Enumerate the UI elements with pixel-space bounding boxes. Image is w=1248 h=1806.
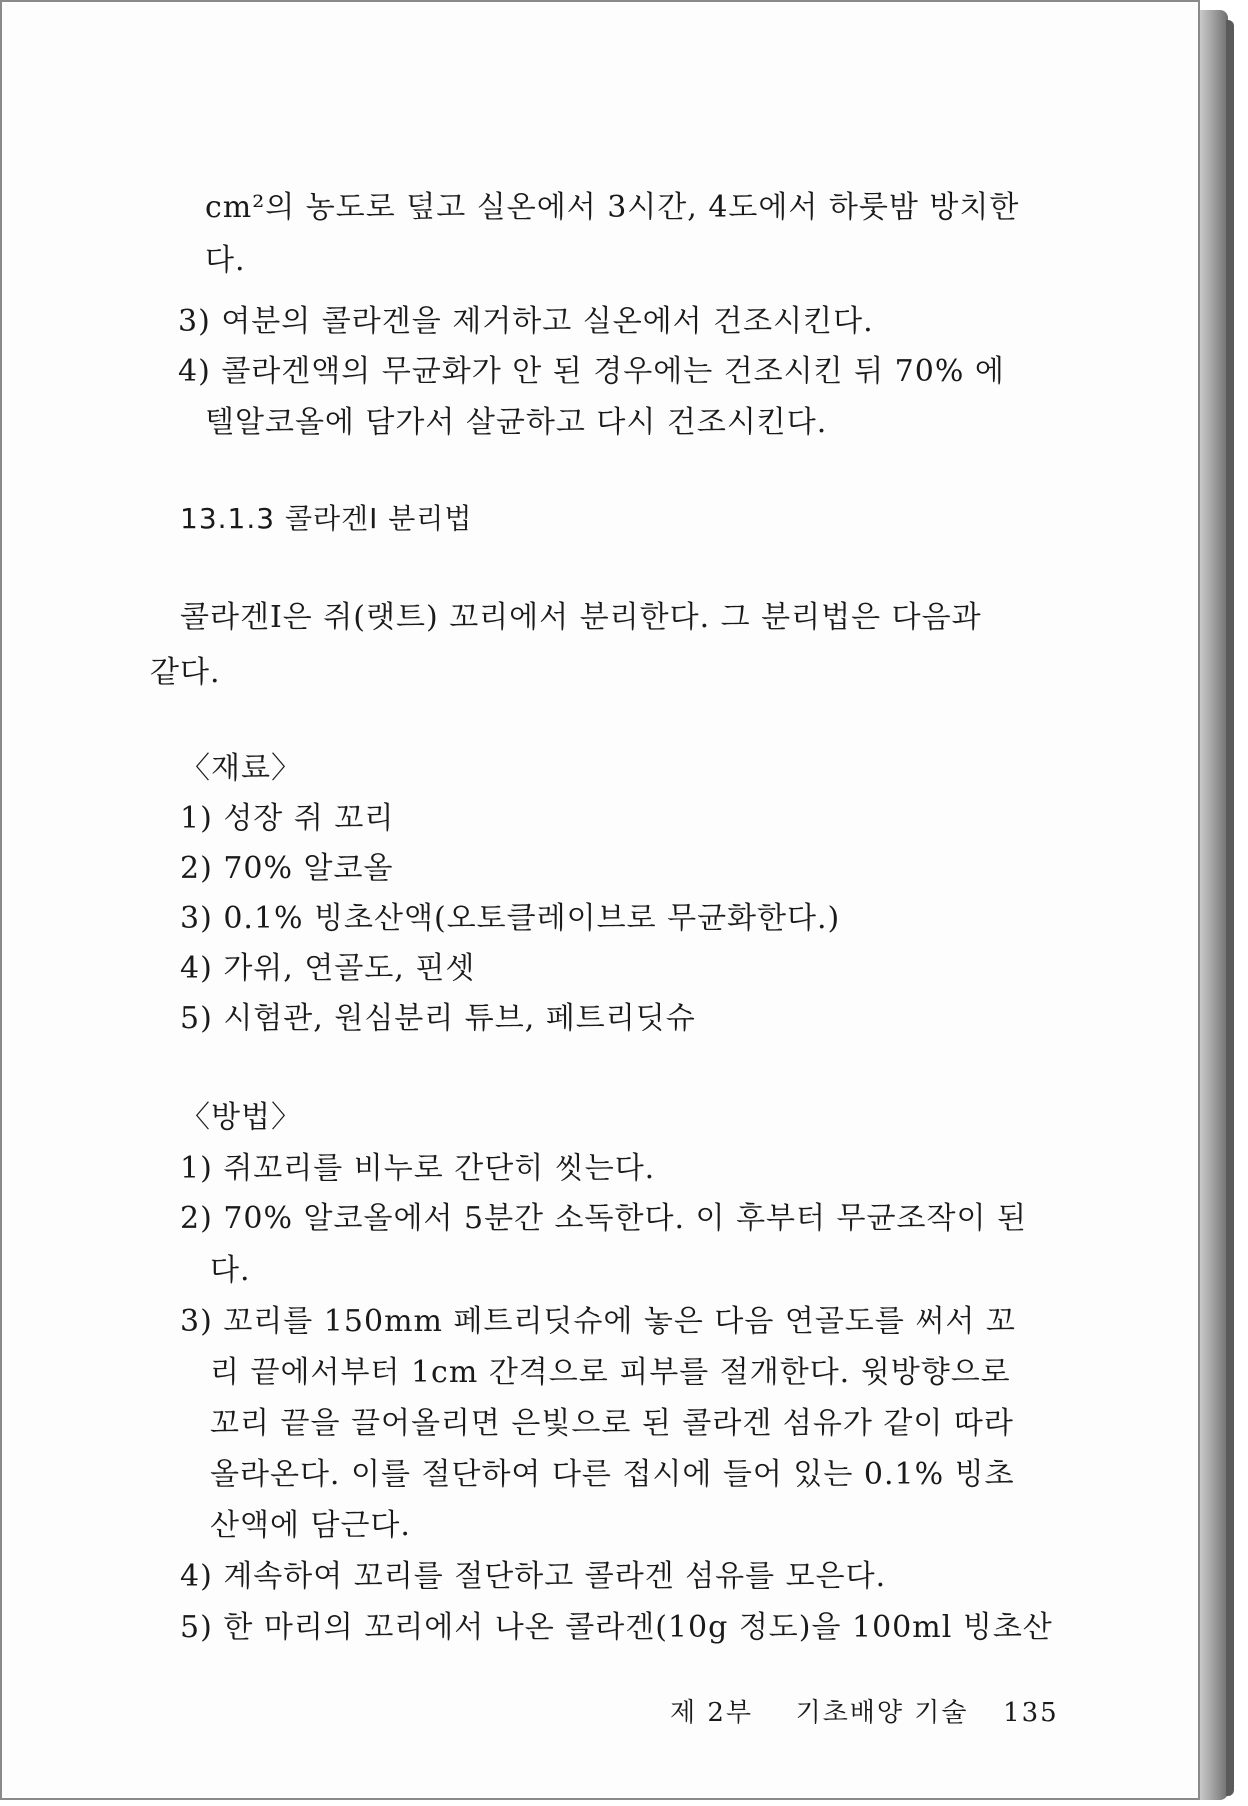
method-line-6: 꼬리 끝을 끌어올리면 은빛으로 된 콜라겐 섬유가 같이 따라 (210, 1406, 1014, 1441)
method-line-10: 5) 한 마리의 꼬리에서 나온 콜라겐(10g 정도)을 100ml 빙초산 (180, 1610, 1053, 1645)
method-line-8: 산액에 담근다. (210, 1508, 411, 1543)
prev-step-3: 3) 여분의 콜라겐을 제거하고 실온에서 건조시킨다. (178, 304, 874, 339)
prev-step-4: 4) 콜라겐액의 무균화가 안 된 경우에는 건조시킨 뒤 70% 에 (178, 354, 1005, 389)
material-item-2: 2) 70% 알코올 (180, 851, 394, 886)
page-edge (1226, 20, 1234, 1796)
material-item-1: 1) 성장 쥐 꼬리 (180, 801, 395, 836)
continuation-line-1 (205, 182, 1020, 226)
material-item-4: 4) 가위, 연골도, 핀셋 (180, 951, 476, 986)
method-line-9: 4) 계속하여 꼬리를 절단하고 콜라겐 섬유를 모은다. (180, 1559, 887, 1594)
intro-line-1: 콜라겐I은 쥐(랫트) 꼬리에서 분리한다. 그 분리법은 다음과 (180, 600, 982, 635)
prev-step-4-cont: 텔알코올에 담가서 살균하고 다시 건조시킨다. (205, 405, 828, 440)
method-line-7: 올라온다. 이를 절단하여 다른 접시에 들어 있는 0.1% 빙초 (210, 1457, 1015, 1492)
intro-line-2: 같다. (150, 655, 221, 690)
section-heading: 13.1.3 콜라겐I 분리법 (180, 502, 473, 535)
method-line-5: 리 끝에서부터 1cm 간격으로 피부를 절개한다. 윗방향으로 (210, 1355, 1011, 1390)
method-line-2: 2) 70% 알코올에서 5분간 소독한다. 이 후부터 무균조작이 된 (180, 1201, 1027, 1236)
page-edge-shadow (1200, 10, 1228, 1800)
page-footer (670, 1692, 1059, 1729)
method-line-3: 다. (210, 1253, 251, 1288)
footer-part: 제 2부 (670, 1698, 754, 1728)
material-item-5: 5) 시험관, 원심분리 튜브, 페트리딧슈 (180, 1001, 696, 1036)
continuation-text-1: cm²의 농도로 덮고 실온에서 3시간, 4도에서 하룻밤 방치한 (205, 190, 1020, 225)
method-line-1: 1) 쥐꼬리를 비누로 간단히 씻는다. (180, 1151, 656, 1186)
material-item-3: 3) 0.1% 빙초산액(오토클레이브로 무균화한다.) (180, 901, 841, 936)
method-line-4: 3) 꼬리를 150mm 페트리딧슈에 놓은 다음 연골도를 써서 꼬 (180, 1304, 1016, 1339)
continuation-line-2: 다. (205, 243, 246, 278)
materials-label: 〈재료〉 (180, 751, 302, 786)
footer-chapter-title: 기초배양 기술 (795, 1698, 969, 1728)
page-number: 135 (1003, 1698, 1059, 1728)
method-label: 〈방법〉 (180, 1100, 302, 1135)
